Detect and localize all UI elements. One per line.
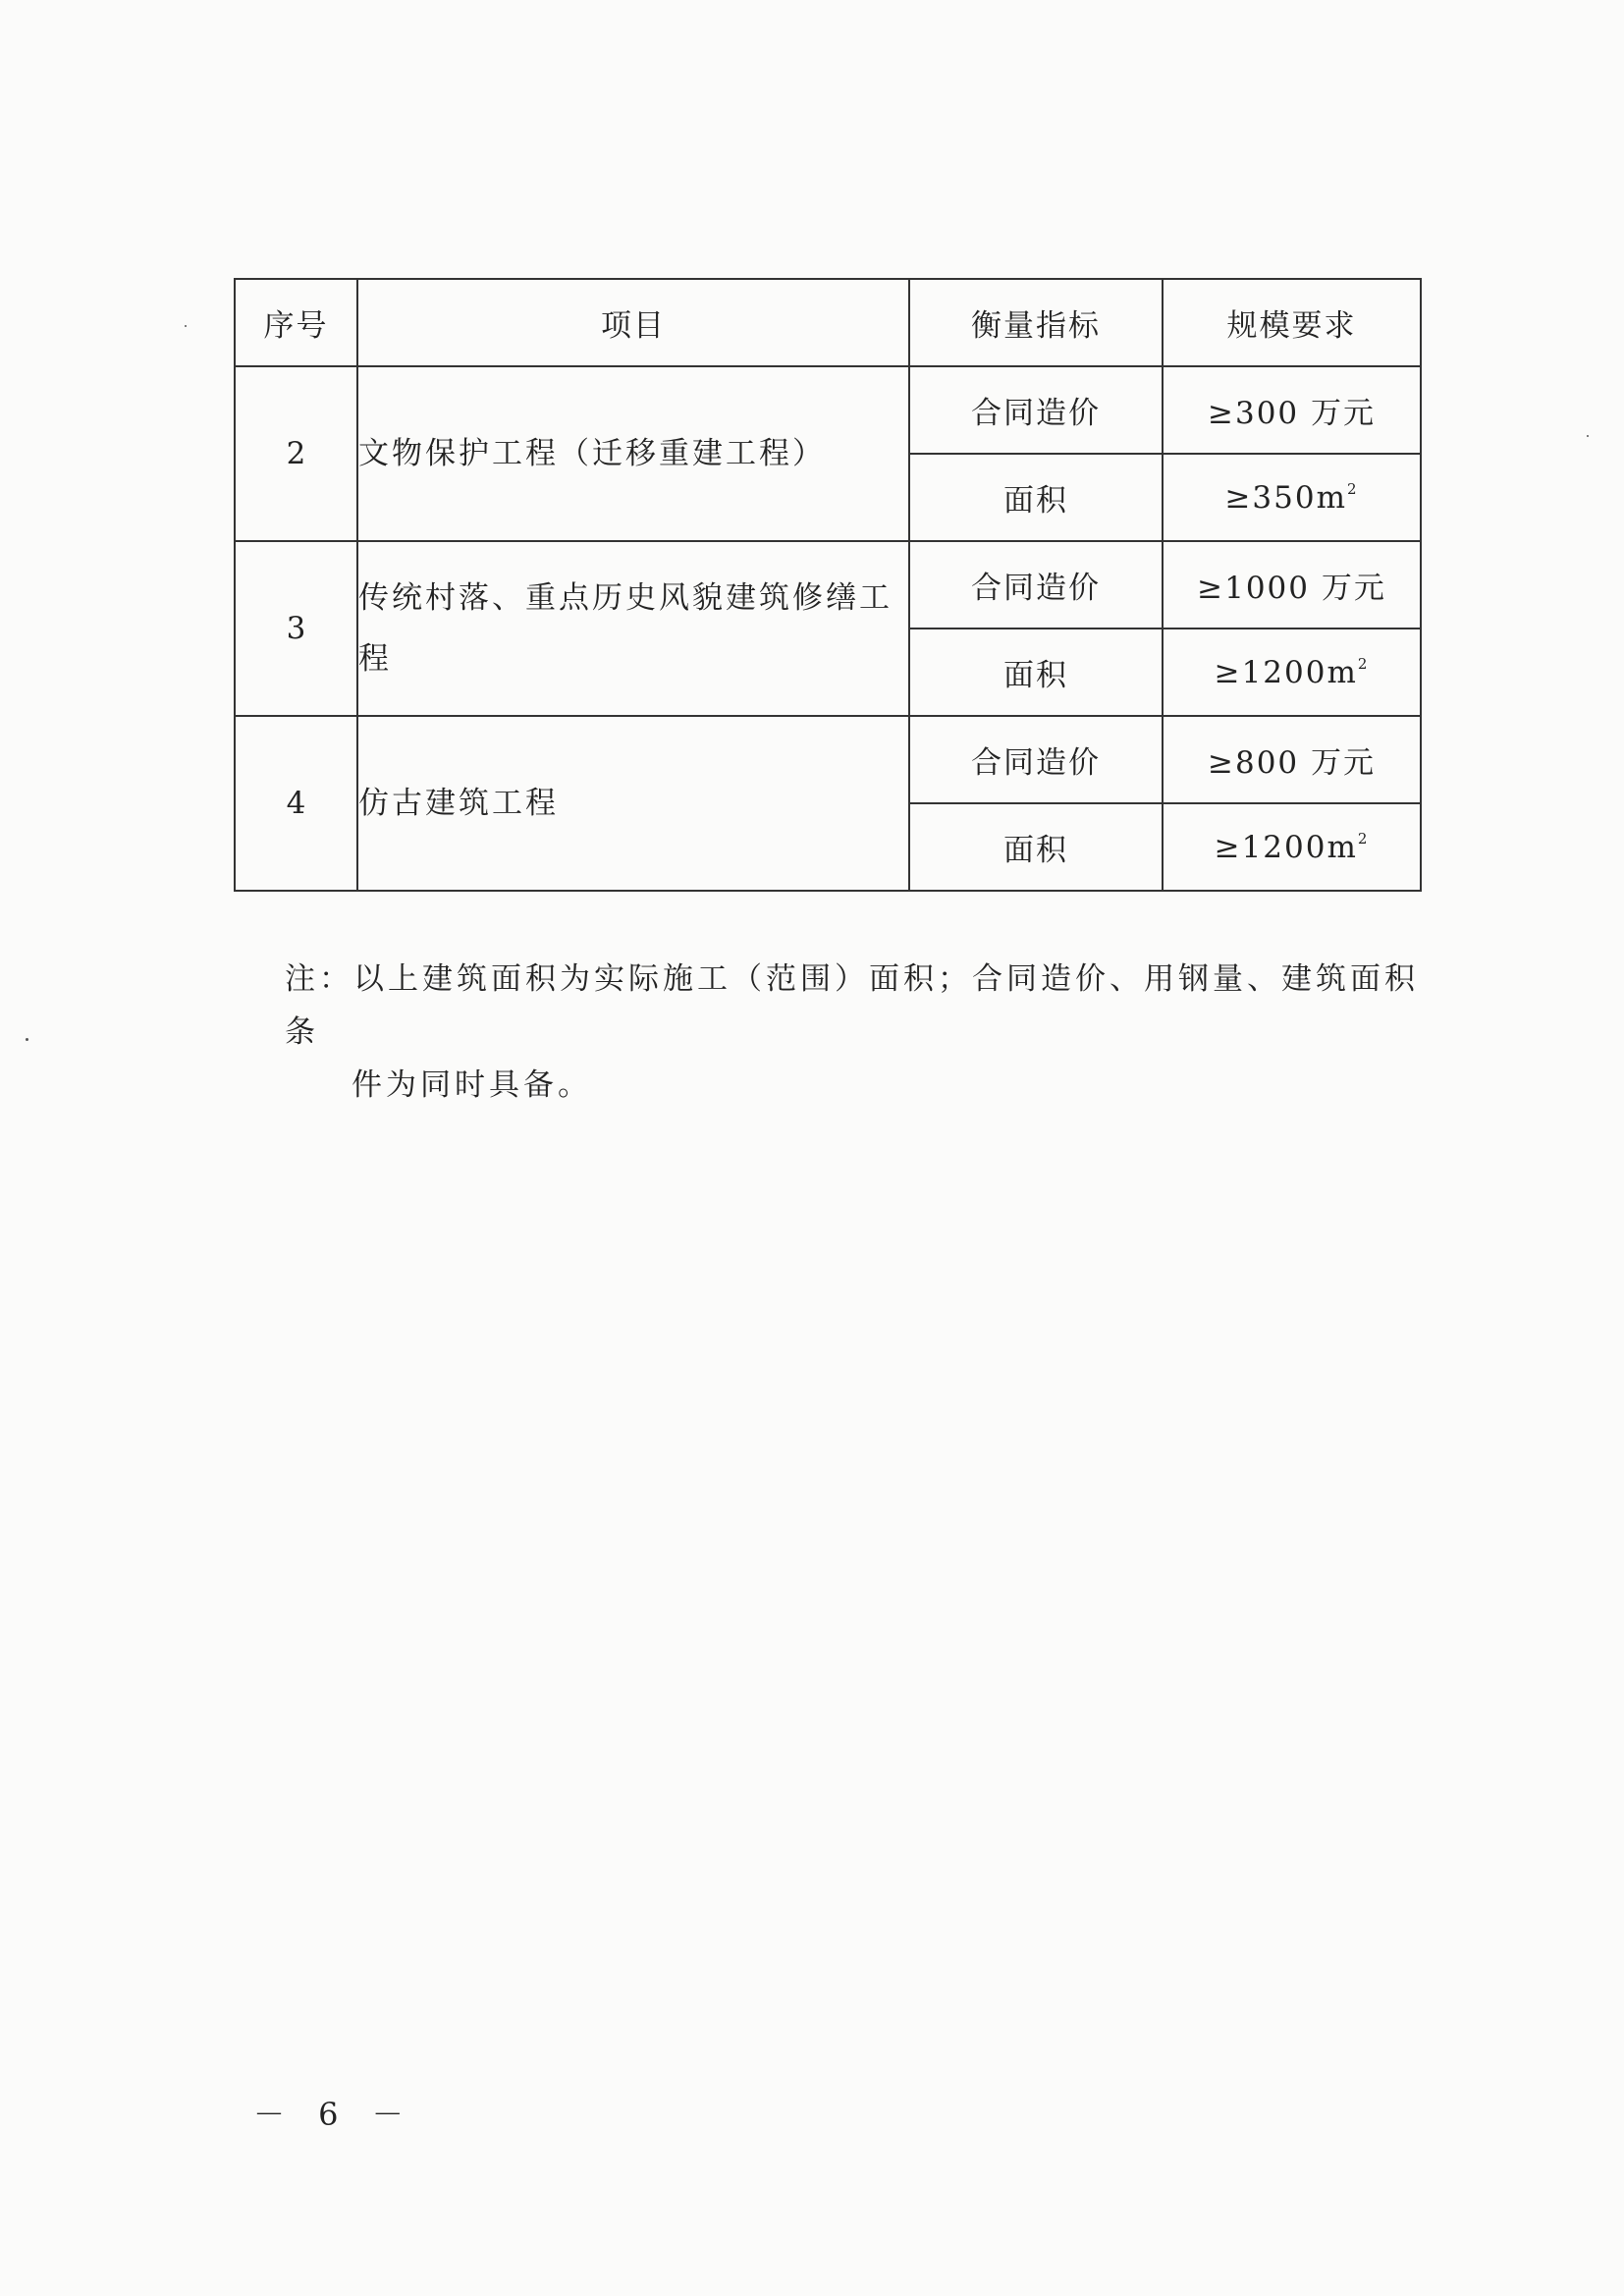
row-requirement: $\ge 1200m^2$ xyxy=(1163,803,1421,891)
superscript-2: 2 xyxy=(1357,829,1370,847)
scan-speckle xyxy=(1587,435,1589,437)
row-item: 传统村落、重点历史风貌建筑修缮工程 xyxy=(357,541,909,716)
header-cell-requirement: 规模要求 xyxy=(1163,279,1421,366)
superscript-2: 2 xyxy=(1347,479,1359,498)
row-requirement: ≥300 万元 xyxy=(1163,366,1421,454)
note-prefix: 注： xyxy=(285,961,353,997)
row-number: 4 xyxy=(235,716,357,891)
requirements-table xyxy=(234,278,1422,892)
row-number: 3 xyxy=(235,541,357,716)
note-line-1 xyxy=(285,953,1424,1059)
table-note xyxy=(285,953,1424,1112)
superscript-2: 2 xyxy=(1357,654,1370,673)
row-number: 2 xyxy=(235,366,357,541)
note-line-2: 件为同时具备。 xyxy=(352,1067,592,1103)
row-item: 仿古建筑工程 xyxy=(357,716,909,891)
row-requirement: ≥800 万元 xyxy=(1163,716,1421,803)
scan-speckle xyxy=(26,1038,28,1041)
row-item: 文物保护工程（迁移重建工程） xyxy=(357,366,909,541)
table-row xyxy=(235,716,1421,803)
header-cell-number: 序号 xyxy=(235,279,357,366)
scan-speckle xyxy=(185,325,187,327)
header-cell-item: 项目 xyxy=(357,279,909,366)
row-metric: 面积 xyxy=(909,629,1163,716)
row-metric: 合同造价 xyxy=(909,366,1163,454)
row-metric: 合同造价 xyxy=(909,716,1163,803)
table-header-row xyxy=(235,279,1421,366)
row-metric: 面积 xyxy=(909,454,1163,541)
page-number: － 6 － xyxy=(253,2096,415,2133)
note-text-1: 以上建筑面积为实际施工（范围）面积；合同造价、用钢量、建筑面积条 xyxy=(285,961,1419,1050)
row-requirement: $\ge 350m^2$ xyxy=(1163,454,1421,541)
table-row xyxy=(235,366,1421,454)
header-cell-metric: 衡量指标 xyxy=(909,279,1163,366)
row-requirement: $\ge 1200m^2$ xyxy=(1163,629,1421,716)
table-row xyxy=(235,541,1421,629)
row-metric: 面积 xyxy=(909,803,1163,891)
row-metric: 合同造价 xyxy=(909,541,1163,629)
row-requirement: ≥1000 万元 xyxy=(1163,541,1421,629)
